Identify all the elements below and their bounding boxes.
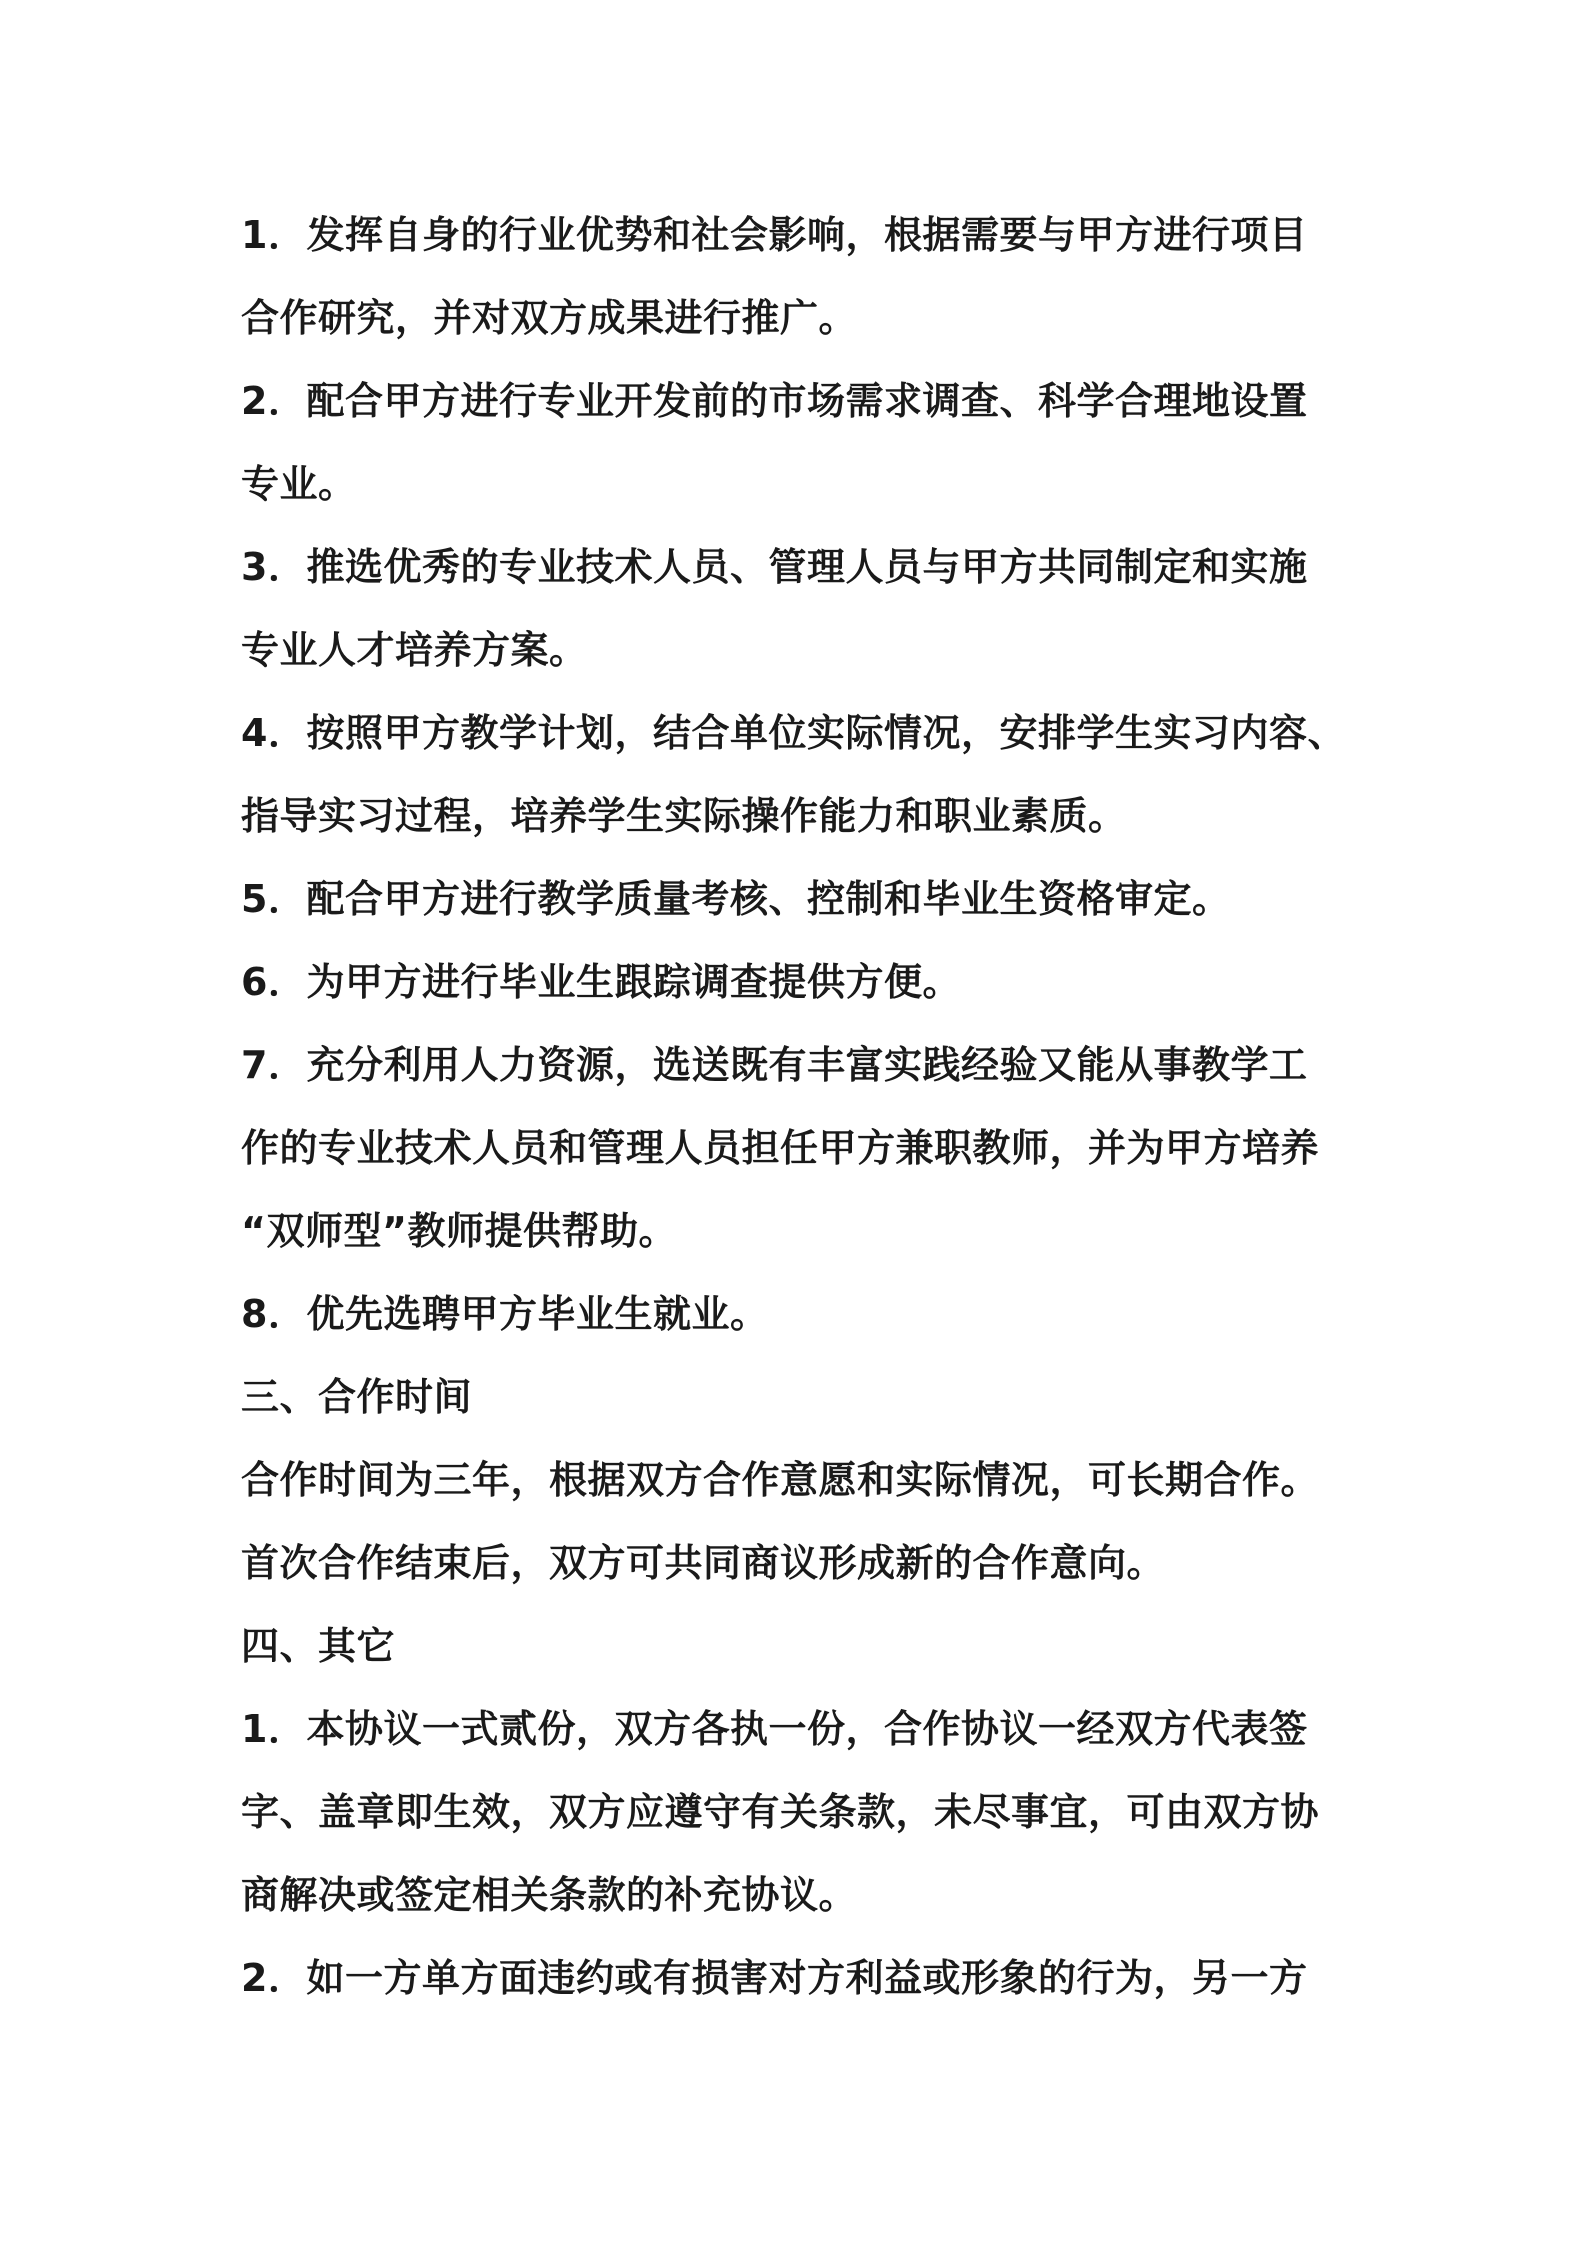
other-clause-1-line-2: 字、盖章即生效，双方应遵守有关条款，未尽事宜，可由双方协: [241, 1790, 1320, 1834]
clause-b7-line-1: 7．充分利用人力资源，选送既有丰富实践经验又能从事教学工: [241, 1043, 1308, 1087]
other-clause-2-line-1: 2．如一方单方面违约或有损害对方利益或形象的行为，另一方: [241, 1956, 1308, 2000]
clause-b1-line-2: 合作研究，并对双方成果进行推广。: [241, 296, 858, 340]
clause-b5: 5．配合甲方进行教学质量考核、控制和毕业生资格审定。: [241, 877, 1231, 921]
clause-b8: 8．优先选聘甲方毕业生就业。: [241, 1292, 769, 1336]
clause-b4-line-2: 指导实习过程，培养学生实际操作能力和职业素质。: [241, 794, 1127, 838]
clause-b3-line-2: 专业人才培养方案。: [241, 628, 588, 672]
clause-b3-line-1: 3．推选优秀的专业技术人员、管理人员与甲方共同制定和实施: [241, 545, 1308, 589]
clause-b7-line-2: 作的专业技术人员和管理人员担任甲方兼职教师，并为甲方培养: [241, 1126, 1320, 1170]
section-heading-other: 四、其它: [241, 1624, 396, 1668]
cooperation-time-line-2: 首次合作结束后，双方可共同商议形成新的合作意向。: [241, 1541, 1166, 1585]
clause-b7-line-3: “双师型”教师提供帮助。: [241, 1209, 677, 1253]
clause-b4-line-1: 4．按照甲方教学计划，结合单位实际情况，安排学生实习内容、: [241, 711, 1346, 755]
cooperation-time-line-1: 合作时间为三年，根据双方合作意愿和实际情况，可长期合作。: [241, 1458, 1320, 1502]
clause-b6: 6．为甲方进行毕业生跟踪调查提供方便。: [241, 960, 961, 1004]
other-clause-1-line-3: 商解决或签定相关条款的补充协议。: [241, 1873, 858, 1917]
other-clause-1-line-1: 1．本协议一式贰份，双方各执一份，合作协议一经双方代表签: [241, 1707, 1308, 1751]
clause-b1-line-1: 1．发挥自身的行业优势和社会影响，根据需要与甲方进行项目: [241, 213, 1308, 257]
section-heading-cooperation-time: 三、合作时间: [241, 1375, 473, 1419]
clause-b2-line-2: 专业。: [241, 462, 357, 506]
document-body: [241, 194, 1365, 2020]
clause-b2-line-1: 2．配合甲方进行专业开发前的市场需求调查、科学合理地设置: [241, 379, 1308, 423]
